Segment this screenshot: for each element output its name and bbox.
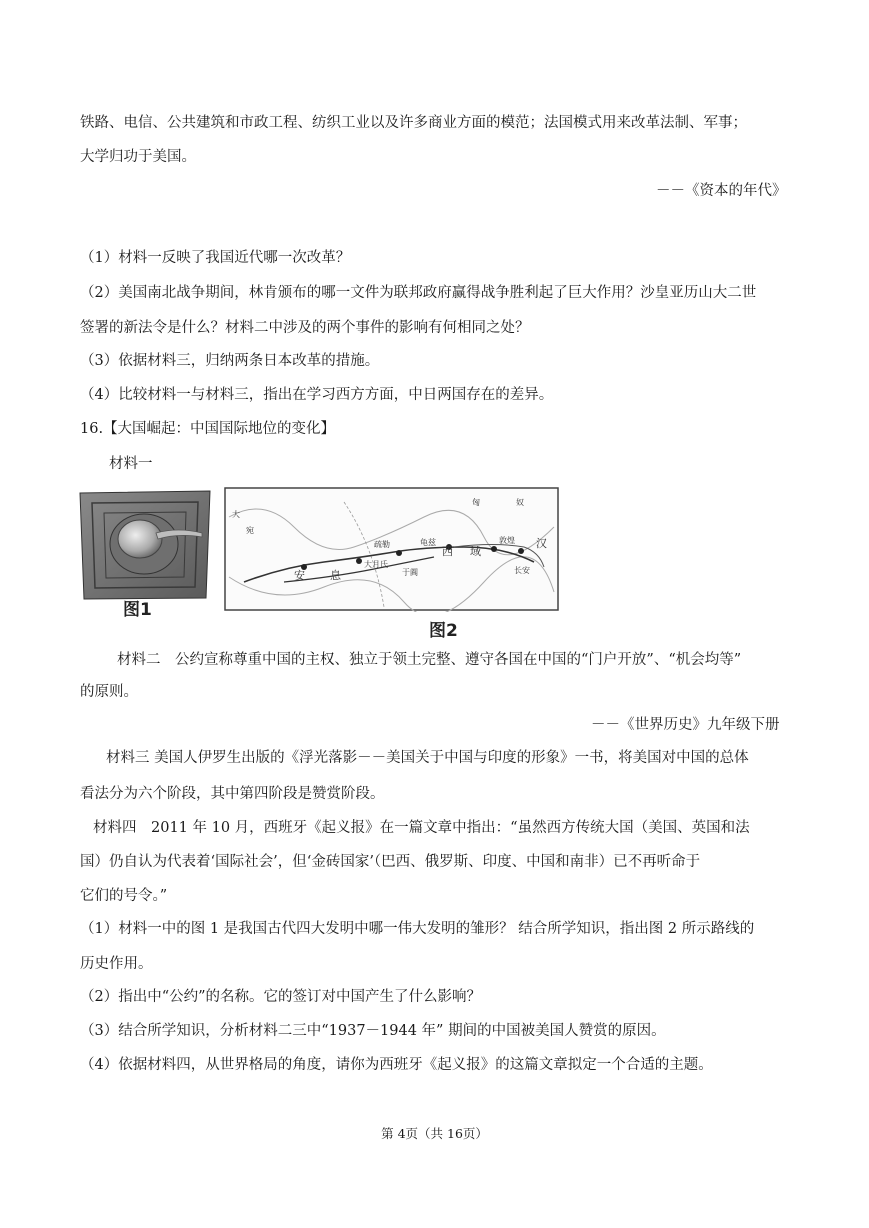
map-label-da: 大 bbox=[232, 510, 240, 519]
map-label-xi2: 息 bbox=[330, 569, 341, 582]
map-label-changan: 长安 bbox=[514, 566, 530, 575]
figure-1-caption: 图1 bbox=[123, 600, 152, 620]
source-capital: －－《资本的年代》 bbox=[656, 183, 787, 199]
q15-2b: 签署的新法令是什么？材料二中涉及的两个事件的影响有何相同之处？ bbox=[80, 320, 530, 336]
source-world-history: －－《世界历史》九年级下册 bbox=[591, 717, 780, 733]
map-label-yu: 域 bbox=[470, 545, 481, 558]
q16-2: （2）指出中“公约”的名称。它的签订对中国产生了什么影响？ bbox=[80, 989, 482, 1005]
material4-line3: 它们的号令。” bbox=[80, 888, 168, 904]
page-footer: 第 4页（共 16页） bbox=[381, 1126, 488, 1141]
map-label-xiong: 匈 bbox=[472, 498, 480, 507]
map-label-nu: 奴 bbox=[516, 498, 524, 507]
q16-1a: （1）材料一中的图 1 是我国古代四大发明中哪一伟大发明的雏形？ 结合所学知识，指出图 2 所示路线的 bbox=[80, 921, 755, 937]
q16-3: （3）结合所学知识，分析材料二三中“1937－1944 年” 期间的中国被美国人赞赏的原因。 bbox=[80, 1023, 666, 1039]
silk-road-map bbox=[224, 487, 560, 612]
q16-1b: 历史作用。 bbox=[80, 956, 153, 972]
map-label-xi: 西 bbox=[442, 545, 453, 558]
map-label-qiuci: 龟兹 bbox=[420, 538, 436, 547]
material1-label: 材料一 bbox=[109, 456, 153, 472]
line-2: 大学归功于美国。 bbox=[80, 149, 196, 165]
compass-image bbox=[78, 489, 212, 600]
map-label-yutian: 于阗 bbox=[402, 568, 418, 577]
map-label-han: 汉 bbox=[536, 537, 547, 550]
material3-line1: 材料三 美国人伊罗生出版的《浮光落影－－美国关于中国与印度的形象》一书，将美国对中国的总体 bbox=[106, 750, 749, 766]
map-label-dunhuang: 敦煌 bbox=[499, 536, 515, 545]
material3-line2: 看法分为六个阶段，其中第四阶段是赞赏阶段。 bbox=[80, 786, 385, 802]
map-label-shule: 疏勒 bbox=[374, 540, 390, 549]
figure-2-caption: 图2 bbox=[429, 621, 458, 641]
material2-line2: 的原则。 bbox=[80, 684, 138, 700]
map-label-an: 安 bbox=[294, 569, 305, 582]
line-1: 铁路、电信、公共建筑和市政工程、纺织工业以及许多商业方面的模范；法国模式用来改革法制、军事； bbox=[80, 115, 747, 131]
q15-2a: （2）美国南北战争期间，林肯颁布的哪一文件为联邦政府赢得战争胜利起了巨大作用？沙皇亚历山大二世 bbox=[80, 285, 757, 301]
map-label-wan: 宛 bbox=[246, 526, 254, 535]
material2-line1: 材料二 公约宣称尊重中国的主权、独立于领土完整、遵守各国在中国的“门户开放”、“机会均等” bbox=[117, 652, 742, 668]
q15-1: （1）材料一反映了我国近代哪一次改革？ bbox=[80, 250, 351, 266]
figure-1-compass bbox=[78, 489, 212, 600]
q15-4: （4）比较材料一与材料三，指出在学习西方方面，中日两国存在的差异。 bbox=[80, 387, 554, 403]
q15-3: （3）依据材料三，归纳两条日本改革的措施。 bbox=[80, 353, 380, 369]
figure-2-silk-road-map bbox=[224, 487, 560, 612]
map-label-dayuezhi: 大月氏 bbox=[364, 560, 388, 569]
q16-4: （4）依据材料四，从世界格局的角度，请你为西班牙《起义报》的这篇文章拟定一个合适的主题。 bbox=[80, 1057, 713, 1073]
material4-line1: 材料四 2011 年 10 月，西班牙《起义报》在一篇文章中指出：“虽然西方传统大国（美国、英国和法 bbox=[93, 820, 750, 836]
material4-line2: 国）仍自认为代表着‘国际社会’，但‘金砖国家’（巴西、俄罗斯、印度、中国和南非）已不再听命于 bbox=[80, 854, 701, 870]
question-16-title: 16.【大国崛起：中国国际地位的变化】 bbox=[80, 421, 336, 437]
